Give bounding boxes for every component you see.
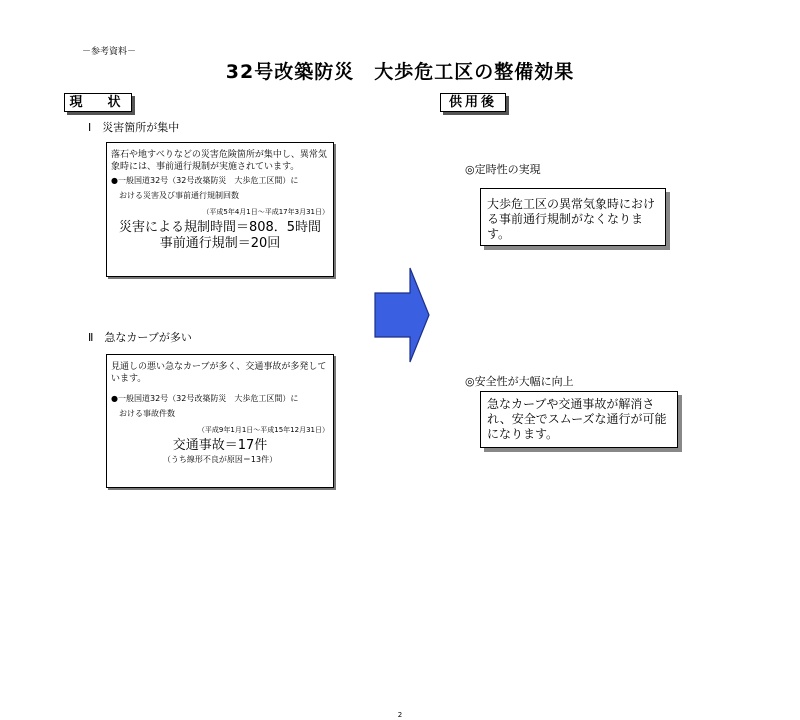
effect1-text: 大歩危工区の異常気象時における事前通行規制がなくなります。 — [487, 197, 656, 241]
effect2-text: 急なカーブや交通事故が解消され、安全でスムーズな通行が可能になります。 — [487, 397, 667, 441]
effect1-box — [480, 188, 666, 246]
section1-bullet-line2: おける災害及び事前通行規制回数 — [119, 191, 239, 200]
arrow-right-icon — [372, 265, 432, 365]
section2-stat-alignment: （うち線形不良が原因＝13件） — [162, 455, 278, 464]
section1-bullet-line1: ●一般国道32号（32号改築防災 大歩危工区間）に — [111, 176, 299, 185]
section2-period: （平成9年1月1日～平成15年12月31日） — [197, 426, 329, 434]
section1-stat-regulation-count: 事前通行規制＝20回 — [159, 236, 281, 251]
section2-box — [106, 354, 334, 488]
section1-box — [106, 142, 334, 277]
section1-stat-regulation-hours: 災害による規制時間＝808．5時間 — [118, 220, 322, 235]
page-number: 2 — [397, 711, 403, 719]
effect1-heading: ◎定時性の実現 — [465, 163, 541, 176]
current-status-label: 現 状 — [64, 93, 132, 112]
section2-description: 見通しの悪い急なカーブが多く、交通事故が多発しています。 — [111, 362, 327, 384]
section2-bullet-line1: ●一般国道32号（32号改築防災 大歩危工区間）に — [111, 394, 299, 403]
section1-description: 落石や地すべりなどの災害危険箇所が集中し、異常気象時には、事前通行規制が実施されています。 — [111, 150, 327, 172]
section2-stat-accidents: 交通事故＝17件 — [172, 438, 268, 453]
page-title: 32号改築防災 大歩危工区の整備効果 — [225, 61, 575, 83]
section1-period: （平成5年4月1日～平成17年3月31日） — [202, 208, 329, 216]
section2-heading: Ⅱ 急なカーブが多い — [88, 331, 192, 344]
reference-label: －参考資料－ — [82, 47, 137, 57]
after-opening-label: 供用後 — [440, 93, 506, 112]
effect2-heading: ◎安全性が大幅に向上 — [465, 375, 574, 388]
effect2-box — [480, 391, 678, 448]
section1-heading: Ⅰ 災害箇所が集中 — [88, 121, 180, 134]
section2-bullet-line2: おける事故件数 — [119, 409, 175, 418]
